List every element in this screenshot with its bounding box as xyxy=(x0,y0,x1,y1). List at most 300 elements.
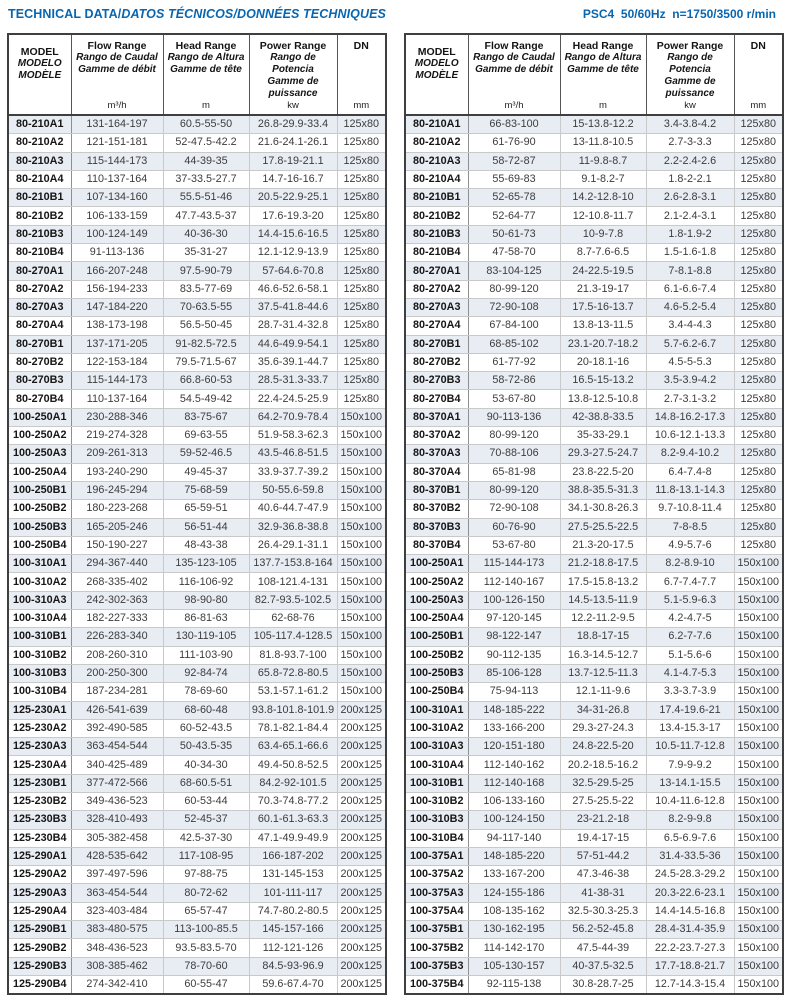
table-row xyxy=(405,939,783,957)
cell-power-range: 14.7-16-16.7 xyxy=(249,170,337,188)
cell-dn: 125x80 xyxy=(734,262,783,280)
title-bar xyxy=(0,0,786,30)
cell-dn: 150x100 xyxy=(337,610,386,628)
cell-head-range: 98-90-80 xyxy=(163,591,249,609)
header-unit: kw xyxy=(287,100,299,111)
cell-power-range: 60.1-61.3-63.3 xyxy=(249,811,337,829)
cell-head-range: 130-119-105 xyxy=(163,628,249,646)
cell-model: 100-250A2 xyxy=(405,573,468,591)
cell-model: 125-290B3 xyxy=(8,957,71,975)
cell-model: 100-310B3 xyxy=(8,664,71,682)
cell-model: 100-250A1 xyxy=(8,408,71,426)
cell-model: 80-270B4 xyxy=(8,390,71,408)
cell-flow-range: 274-342-410 xyxy=(71,975,163,994)
cell-flow-range: 85-106-128 xyxy=(468,664,560,682)
table-row xyxy=(8,628,386,646)
cell-flow-range: 323-403-484 xyxy=(71,902,163,920)
cell-power-range: 31.4-33.5-36 xyxy=(646,847,734,865)
cell-power-range: 14.4-15.6-16.5 xyxy=(249,225,337,243)
cell-head-range: 15-13.8-12.2 xyxy=(560,115,646,134)
cell-dn: 150x100 xyxy=(337,628,386,646)
cell-power-range: 51.9-58.3-62.3 xyxy=(249,427,337,445)
table-row xyxy=(8,408,386,426)
cell-head-range: 66.8-60-53 xyxy=(163,372,249,390)
cell-head-range: 21.3-20-17.5 xyxy=(560,536,646,554)
cell-model: 80-210A4 xyxy=(405,170,468,188)
cell-power-range: 17.6-19.3-20 xyxy=(249,207,337,225)
cell-power-range: 7.9-9-9.2 xyxy=(646,756,734,774)
cell-dn: 150x100 xyxy=(734,957,783,975)
table-row xyxy=(8,957,386,975)
cell-model: 100-310A4 xyxy=(8,610,71,628)
cell-head-range: 60-52-43.5 xyxy=(163,719,249,737)
cell-power-range: 10.4-11.6-12.8 xyxy=(646,792,734,810)
cell-head-range: 57-51-44.2 xyxy=(560,847,646,865)
table-row xyxy=(8,298,386,316)
cell-flow-range: 308-385-462 xyxy=(71,957,163,975)
cell-flow-range: 428-535-642 xyxy=(71,847,163,865)
cell-head-range: 13.8-13-11.5 xyxy=(560,317,646,335)
cell-power-range: 37.5-41.8-44.6 xyxy=(249,298,337,316)
cell-dn: 150x100 xyxy=(734,866,783,884)
cell-head-range: 19.4-17-15 xyxy=(560,829,646,847)
table-row xyxy=(8,829,386,847)
cell-head-range: 13.8-12.5-10.8 xyxy=(560,390,646,408)
cell-dn: 125x80 xyxy=(337,335,386,353)
cell-power-range: 101-111-117 xyxy=(249,884,337,902)
cell-head-range: 27.5-25.5-22 xyxy=(560,792,646,810)
table-row xyxy=(8,152,386,170)
cell-flow-range: 67-84-100 xyxy=(468,317,560,335)
tables-container xyxy=(0,30,786,995)
cell-model: 100-310A3 xyxy=(405,738,468,756)
header-label: Flow Range xyxy=(87,40,147,52)
cell-head-range: 47.5-44-39 xyxy=(560,939,646,957)
cell-head-range: 44-39-35 xyxy=(163,152,249,170)
cell-flow-range: 106-133-160 xyxy=(468,792,560,810)
cell-power-range: 7-8-8.5 xyxy=(646,518,734,536)
cell-dn: 150x100 xyxy=(337,646,386,664)
cell-model: 125-230A4 xyxy=(8,756,71,774)
cell-dn: 125x80 xyxy=(734,189,783,207)
cell-power-range: 33.9-37.7-39.2 xyxy=(249,463,337,481)
cell-head-range: 65-59-51 xyxy=(163,500,249,518)
cell-power-range: 13-14.1-15.5 xyxy=(646,774,734,792)
cell-head-range: 41-38-31 xyxy=(560,884,646,902)
cell-head-range: 13-11.8-10.5 xyxy=(560,134,646,152)
cell-flow-range: 328-410-493 xyxy=(71,811,163,829)
cell-head-range: 34-31-26.8 xyxy=(560,701,646,719)
table-row xyxy=(405,756,783,774)
cell-head-range: 13.7-12.5-11.3 xyxy=(560,664,646,682)
cell-power-range: 21.6-24.1-26.1 xyxy=(249,134,337,152)
cell-flow-range: 156-194-233 xyxy=(71,280,163,298)
header-label: DN xyxy=(750,40,766,52)
header-label: MODÈLE xyxy=(18,70,62,81)
cell-flow-range: 138-173-198 xyxy=(71,317,163,335)
table-row xyxy=(405,280,783,298)
header-label: MODEL xyxy=(417,46,456,58)
cell-model: 80-210B3 xyxy=(405,225,468,243)
cell-dn: 150x100 xyxy=(734,738,783,756)
cell-dn: 150x100 xyxy=(734,792,783,810)
cell-head-range: 29.3-27-24.3 xyxy=(560,719,646,737)
cell-power-range: 4.5-5-5.3 xyxy=(646,353,734,371)
cell-dn: 150x100 xyxy=(734,628,783,646)
cell-flow-range: 363-454-544 xyxy=(71,738,163,756)
cell-dn: 200x125 xyxy=(337,921,386,939)
cell-dn: 150x100 xyxy=(337,463,386,481)
cell-flow-range: 90-112-135 xyxy=(468,646,560,664)
table-row xyxy=(405,390,783,408)
header-unit: kw xyxy=(684,100,696,111)
table-row xyxy=(405,317,783,335)
column-header-power-range xyxy=(249,34,337,115)
cell-flow-range: 72-90-108 xyxy=(468,298,560,316)
cell-head-range: 50-43.5-35 xyxy=(163,738,249,756)
cell-head-range: 29.3-27.5-24.7 xyxy=(560,445,646,463)
cell-flow-range: 200-250-300 xyxy=(71,664,163,682)
cell-dn: 200x125 xyxy=(337,756,386,774)
cell-head-range: 78-70-60 xyxy=(163,957,249,975)
cell-head-range: 27.5-25.5-22.5 xyxy=(560,518,646,536)
cell-flow-range: 100-124-150 xyxy=(468,811,560,829)
table-row xyxy=(8,719,386,737)
cell-model: 100-250B1 xyxy=(405,628,468,646)
cell-head-range: 8.7-7.6-6.5 xyxy=(560,244,646,262)
cell-flow-range: 121-151-181 xyxy=(71,134,163,152)
cell-model: 100-310B1 xyxy=(405,774,468,792)
header-label: Power Range xyxy=(656,40,724,52)
cell-head-range: 24-22.5-19.5 xyxy=(560,262,646,280)
header-label: Gamme de tête xyxy=(170,64,242,75)
cell-flow-range: 148-185-220 xyxy=(468,847,560,865)
cell-model: 80-210B2 xyxy=(405,207,468,225)
cell-head-range: 116-106-92 xyxy=(163,573,249,591)
cell-head-range: 55.5-51-46 xyxy=(163,189,249,207)
table-row xyxy=(405,189,783,207)
cell-dn: 150x100 xyxy=(734,939,783,957)
cell-dn: 200x125 xyxy=(337,774,386,792)
page-title xyxy=(8,7,386,21)
cell-dn: 125x80 xyxy=(337,372,386,390)
cell-head-range: 92-84-74 xyxy=(163,664,249,682)
cell-head-range: 35-31-27 xyxy=(163,244,249,262)
cell-model: 100-310B1 xyxy=(8,628,71,646)
cell-flow-range: 70-88-106 xyxy=(468,445,560,463)
cell-flow-range: 110-137-164 xyxy=(71,390,163,408)
cell-power-range: 62-68-76 xyxy=(249,610,337,628)
cell-model: 80-210B1 xyxy=(8,189,71,207)
cell-dn: 125x80 xyxy=(734,463,783,481)
cell-dn: 125x80 xyxy=(734,335,783,353)
column-header-flow-range xyxy=(468,34,560,115)
table-row xyxy=(8,756,386,774)
cell-power-range: 17.4-19.6-21 xyxy=(646,701,734,719)
cell-model: 100-310B2 xyxy=(405,792,468,810)
cell-head-range: 113-100-85.5 xyxy=(163,921,249,939)
cell-head-range: 49-45-37 xyxy=(163,463,249,481)
table-row xyxy=(405,170,783,188)
cell-head-range: 135-123-105 xyxy=(163,555,249,573)
cell-flow-range: 219-274-328 xyxy=(71,427,163,445)
header-label: Rango de Potencia xyxy=(667,52,713,75)
cell-power-range: 84.2-92-101.5 xyxy=(249,774,337,792)
cell-flow-range: 80-99-120 xyxy=(468,481,560,499)
cell-flow-range: 383-480-575 xyxy=(71,921,163,939)
cell-dn: 150x100 xyxy=(337,500,386,518)
cell-dn: 150x100 xyxy=(734,664,783,682)
table-row xyxy=(405,792,783,810)
cell-head-range: 32.5-29.5-25 xyxy=(560,774,646,792)
cell-power-range: 4.2-4.7-5 xyxy=(646,610,734,628)
cell-dn: 150x100 xyxy=(734,756,783,774)
cell-head-range: 21.2-18.8-17.5 xyxy=(560,555,646,573)
cell-head-range: 23.1-20.7-18.2 xyxy=(560,335,646,353)
cell-flow-range: 53-67-80 xyxy=(468,390,560,408)
cell-model: 80-370B3 xyxy=(405,518,468,536)
cell-power-range: 35.6-39.1-44.7 xyxy=(249,353,337,371)
cell-flow-range: 363-454-544 xyxy=(71,884,163,902)
table-row xyxy=(405,372,783,390)
cell-power-range: 82.7-93.5-102.5 xyxy=(249,591,337,609)
cell-head-range: 52-45-37 xyxy=(163,811,249,829)
cell-dn: 125x80 xyxy=(734,207,783,225)
technical-data-table-left xyxy=(7,33,387,995)
cell-head-range: 40-37.5-32.5 xyxy=(560,957,646,975)
cell-head-range: 17.5-16-13.7 xyxy=(560,298,646,316)
header-unit: m xyxy=(202,100,210,111)
cell-flow-range: 107-134-160 xyxy=(71,189,163,207)
cell-flow-range: 268-335-402 xyxy=(71,573,163,591)
table-row xyxy=(8,244,386,262)
cell-model: 100-250B1 xyxy=(8,481,71,499)
table-row xyxy=(8,591,386,609)
cell-head-range: 70-63.5-55 xyxy=(163,298,249,316)
cell-model: 80-270B1 xyxy=(405,335,468,353)
cell-power-range: 47.1-49.9-49.9 xyxy=(249,829,337,847)
cell-head-range: 60.5-55-50 xyxy=(163,115,249,134)
cell-model: 80-210B3 xyxy=(8,225,71,243)
cell-flow-range: 47-58-70 xyxy=(468,244,560,262)
cell-model: 80-210A3 xyxy=(405,152,468,170)
cell-head-range: 47.3-46-38 xyxy=(560,866,646,884)
header-unit: mm xyxy=(353,100,370,111)
column-header-flow-range xyxy=(71,34,163,115)
cell-flow-range: 377-472-566 xyxy=(71,774,163,792)
cell-power-range: 28.7-31.4-32.8 xyxy=(249,317,337,335)
cell-flow-range: 397-497-596 xyxy=(71,866,163,884)
table-row xyxy=(405,902,783,920)
table-row xyxy=(405,518,783,536)
cell-power-range: 12.1-12.9-13.9 xyxy=(249,244,337,262)
cell-dn: 200x125 xyxy=(337,939,386,957)
table-row xyxy=(8,463,386,481)
column-header-head-range xyxy=(560,34,646,115)
cell-head-range: 32.5-30.3-25.3 xyxy=(560,902,646,920)
cell-power-range: 3.4-3.8-4.2 xyxy=(646,115,734,134)
table-row xyxy=(8,792,386,810)
cell-head-range: 111-103-90 xyxy=(163,646,249,664)
cell-flow-range: 348-436-523 xyxy=(71,939,163,957)
cell-power-range: 6.5-6.9-7.6 xyxy=(646,829,734,847)
table-row xyxy=(8,225,386,243)
cell-power-range: 84.5-93-96.9 xyxy=(249,957,337,975)
table-row xyxy=(8,664,386,682)
table-row xyxy=(405,427,783,445)
cell-dn: 125x80 xyxy=(337,225,386,243)
table-row xyxy=(8,353,386,371)
cell-flow-range: 100-126-150 xyxy=(468,591,560,609)
cell-dn: 150x100 xyxy=(337,536,386,554)
cell-power-range: 131-145-153 xyxy=(249,866,337,884)
cell-flow-range: 165-205-246 xyxy=(71,518,163,536)
header-label: Gamme de débit xyxy=(78,64,156,75)
table-row xyxy=(405,134,783,152)
cell-model: 80-270A1 xyxy=(8,262,71,280)
cell-model: 80-370B2 xyxy=(405,500,468,518)
table-row xyxy=(8,134,386,152)
cell-power-range: 8.2-8.9-10 xyxy=(646,555,734,573)
cell-model: 80-210B4 xyxy=(8,244,71,262)
table-row xyxy=(405,719,783,737)
cell-dn: 125x80 xyxy=(734,317,783,335)
table-row xyxy=(405,866,783,884)
table-row xyxy=(8,445,386,463)
table-row xyxy=(405,207,783,225)
cell-head-range: 12.1-11-9.6 xyxy=(560,683,646,701)
table-row xyxy=(405,335,783,353)
cell-model: 80-370B1 xyxy=(405,481,468,499)
cell-dn: 200x125 xyxy=(337,719,386,737)
cell-dn: 125x80 xyxy=(337,244,386,262)
cell-dn: 125x80 xyxy=(734,280,783,298)
table-row xyxy=(8,518,386,536)
cell-flow-range: 55-69-83 xyxy=(468,170,560,188)
cell-dn: 150x100 xyxy=(337,408,386,426)
cell-power-range: 137.7-153.8-164 xyxy=(249,555,337,573)
cell-head-range: 20-18.1-16 xyxy=(560,353,646,371)
cell-model: 100-310A1 xyxy=(405,701,468,719)
cell-dn: 150x100 xyxy=(734,683,783,701)
cell-power-range: 44.6-49.9-54.1 xyxy=(249,335,337,353)
cell-dn: 150x100 xyxy=(734,847,783,865)
table-row xyxy=(8,975,386,994)
table-row xyxy=(8,738,386,756)
cell-dn: 150x100 xyxy=(337,573,386,591)
cell-model: 100-250A1 xyxy=(405,555,468,573)
cell-power-range: 2.1-2.4-3.1 xyxy=(646,207,734,225)
cell-dn: 125x80 xyxy=(734,408,783,426)
cell-dn: 125x80 xyxy=(337,353,386,371)
cell-head-range: 35-33-29.1 xyxy=(560,427,646,445)
cell-power-range: 6.1-6.6-7.4 xyxy=(646,280,734,298)
cell-flow-range: 90-113-136 xyxy=(468,408,560,426)
cell-dn: 150x100 xyxy=(734,573,783,591)
cell-dn: 150x100 xyxy=(734,774,783,792)
cell-dn: 200x125 xyxy=(337,884,386,902)
cell-dn: 150x100 xyxy=(734,555,783,573)
cell-head-range: 80-72-62 xyxy=(163,884,249,902)
cell-flow-range: 180-223-268 xyxy=(71,500,163,518)
cell-power-range: 6.2-7-7.6 xyxy=(646,628,734,646)
header-label: DN xyxy=(353,40,369,52)
cell-head-range: 9.1-8.2-7 xyxy=(560,170,646,188)
cell-model: 80-210A2 xyxy=(8,134,71,152)
table-body xyxy=(405,115,783,994)
cell-head-range: 42-38.8-33.5 xyxy=(560,408,646,426)
cell-dn: 150x100 xyxy=(734,811,783,829)
cell-model: 100-310B3 xyxy=(405,811,468,829)
table-row xyxy=(405,115,783,134)
cell-head-range: 60-55-47 xyxy=(163,975,249,994)
cell-dn: 200x125 xyxy=(337,829,386,847)
cell-head-range: 83-75-67 xyxy=(163,408,249,426)
cell-model: 100-375B4 xyxy=(405,975,468,994)
cell-head-range: 12-10.8-11.7 xyxy=(560,207,646,225)
cell-model: 125-290A1 xyxy=(8,847,71,865)
table-row xyxy=(8,189,386,207)
cell-model: 80-270A3 xyxy=(8,298,71,316)
cell-power-range: 12.7-14.3-15.4 xyxy=(646,975,734,994)
cell-model: 100-310B4 xyxy=(405,829,468,847)
cell-flow-range: 133-166-200 xyxy=(468,719,560,737)
cell-flow-range: 349-436-523 xyxy=(71,792,163,810)
table-row xyxy=(405,957,783,975)
cell-flow-range: 120-151-180 xyxy=(468,738,560,756)
table-row xyxy=(8,866,386,884)
cell-flow-range: 112-140-162 xyxy=(468,756,560,774)
column-header-model xyxy=(405,34,468,115)
table-row xyxy=(405,536,783,554)
cell-dn: 150x100 xyxy=(734,921,783,939)
table-row xyxy=(405,591,783,609)
cell-head-range: 21.3-19-17 xyxy=(560,280,646,298)
cell-flow-range: 53-67-80 xyxy=(468,536,560,554)
cell-dn: 150x100 xyxy=(734,646,783,664)
cell-dn: 125x80 xyxy=(734,536,783,554)
cell-dn: 125x80 xyxy=(734,445,783,463)
cell-dn: 150x100 xyxy=(734,701,783,719)
table-row xyxy=(8,280,386,298)
cell-power-range: 6.4-7.4-8 xyxy=(646,463,734,481)
table-row xyxy=(8,115,386,134)
cell-flow-range: 80-99-120 xyxy=(468,280,560,298)
cell-dn: 125x80 xyxy=(337,390,386,408)
column-header-dn xyxy=(337,34,386,115)
header-label: Gamme de tête xyxy=(567,64,639,75)
cell-power-range: 13.4-15.3-17 xyxy=(646,719,734,737)
cell-flow-range: 52-65-78 xyxy=(468,189,560,207)
cell-flow-range: 208-260-310 xyxy=(71,646,163,664)
cell-power-range: 57-64.6-70.8 xyxy=(249,262,337,280)
table-body xyxy=(8,115,386,994)
cell-flow-range: 65-81-98 xyxy=(468,463,560,481)
cell-power-range: 64.2-70.9-78.4 xyxy=(249,408,337,426)
table-row xyxy=(8,390,386,408)
header-label: Rango de Potencia xyxy=(270,52,316,75)
cell-model: 100-375A4 xyxy=(405,902,468,920)
cell-flow-range: 242-302-363 xyxy=(71,591,163,609)
cell-flow-range: 226-283-340 xyxy=(71,628,163,646)
table-row xyxy=(8,317,386,335)
cell-head-range: 97.5-90-79 xyxy=(163,262,249,280)
cell-power-range: 7-8.1-8.8 xyxy=(646,262,734,280)
cell-head-range: 60-53-44 xyxy=(163,792,249,810)
table-row xyxy=(405,262,783,280)
cell-model: 100-250A4 xyxy=(8,463,71,481)
cell-flow-range: 182-227-333 xyxy=(71,610,163,628)
